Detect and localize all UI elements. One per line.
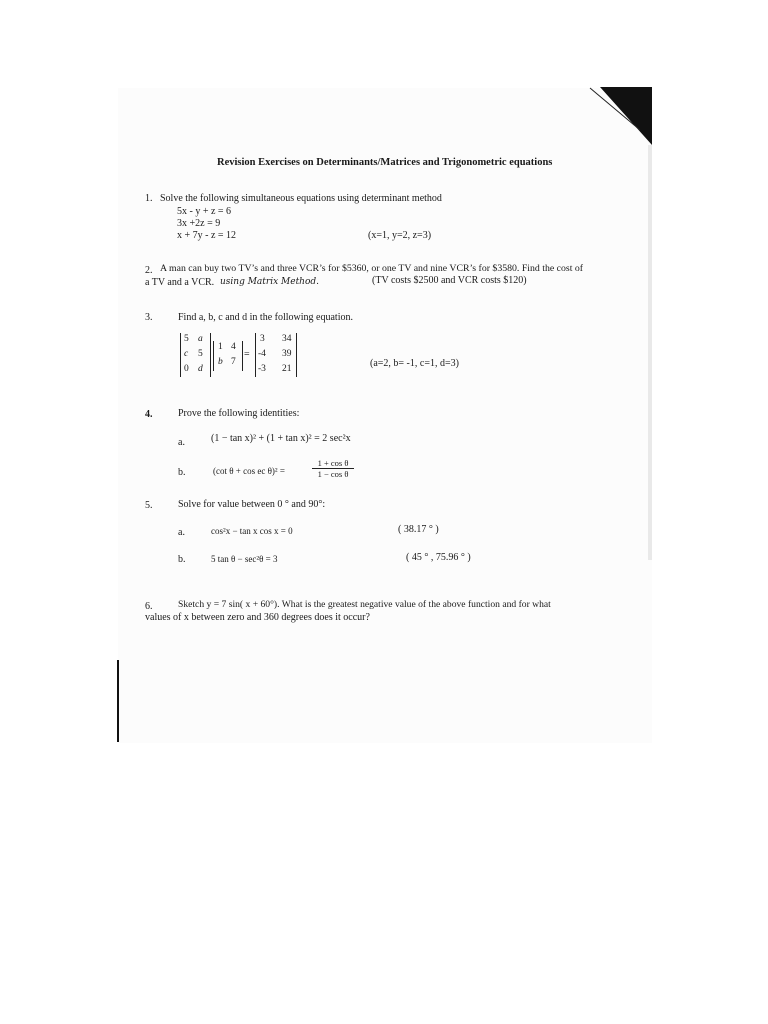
q3-m3-cell: 34 <box>282 334 292 344</box>
q3-m1-cell: 5 <box>184 334 189 344</box>
q3-text: Find a, b, c and d in the following equation. <box>178 312 353 323</box>
q2-answer: (TV costs $2500 and VCR costs $120) <box>372 275 527 286</box>
q4b-denominator: 1 − cos θ <box>317 469 349 479</box>
q4b-numerator: 1 + cos θ <box>317 458 349 468</box>
q1-equation-2: 3x +2z = 9 <box>177 218 221 229</box>
q2-handwritten-note: using Matrix Method. <box>220 277 320 287</box>
q3-m3-cell: 21 <box>282 364 292 374</box>
q4a-label: a. <box>178 437 185 448</box>
q5b-answer: ( 45 ° , 75.96 ° ) <box>406 552 471 563</box>
q4b-fraction <box>312 458 354 479</box>
q1-equation-1: 5x - y + z = 6 <box>177 206 232 217</box>
q3-m3-cell: -4 <box>258 349 266 359</box>
page-title: Revision Exercises on Determinants/Matrices and Trigonometric equations <box>217 157 553 168</box>
q3-m1-cell: 0 <box>184 364 189 374</box>
q3-answer: (a=2, b= -1, c=1, d=3) <box>370 358 459 369</box>
q4-number: 4. <box>145 409 153 420</box>
q5b-label: b. <box>178 554 186 565</box>
q1-text: Solve the following simultaneous equations using determinant method <box>160 193 442 204</box>
q6-line-1: Sketch y = 7 sin( x + 60°). What is the greatest negative value of the above function and for what <box>178 599 551 610</box>
q5-text: Solve for value between 0 ° and 90°: <box>178 499 326 510</box>
q1-equation-3: x + 7y - z = 12 <box>177 230 237 241</box>
q3-matrix-3 <box>255 333 297 377</box>
q3-m2-cell: 1 <box>218 342 223 352</box>
q1-answer: (x=1, y=2, z=3) <box>368 230 432 241</box>
q2-line-2: a TV and a VCR. <box>145 277 215 288</box>
q1-number: 1. <box>145 193 153 204</box>
q4b-lhs: (cot θ + cos ec θ)² = <box>213 466 285 476</box>
q3-m1-cell: a <box>198 334 203 344</box>
q5a-label: a. <box>178 527 185 538</box>
q4a-expression: (1 − tan x)² + (1 + tan x)² = 2 sec²x <box>211 433 351 444</box>
q3-m3-cell: 39 <box>282 349 292 359</box>
q3-m1-cell: c <box>184 349 189 359</box>
q5-number: 5. <box>145 500 153 511</box>
q3-m2-cell: 4 <box>231 342 236 352</box>
q3-equals: = <box>244 349 250 360</box>
q6-line-2: values of x between zero and 360 degrees does it occur? <box>145 612 370 623</box>
q3-m1-cell: 5 <box>198 349 203 359</box>
q3-m2-cell: 7 <box>231 357 236 367</box>
q3-m2-cell: b <box>218 357 223 367</box>
q6-number: 6. <box>145 601 153 612</box>
q3-number: 3. <box>145 312 153 323</box>
q3-m3-cell: 3 <box>260 334 265 344</box>
q3-m1-cell: d <box>198 364 203 374</box>
q5a-expression: cos²x − tan x cos x = 0 <box>211 526 293 536</box>
q2-line-1: A man can buy two TV’s and three VCR’s for $5360, or one TV and nine VCR’s for $3580. Find the cost of <box>160 263 584 274</box>
q2-number: 2. <box>145 265 153 276</box>
q3-matrix-1 <box>180 333 211 377</box>
q3-m3-cell: -3 <box>258 364 266 374</box>
q4-text: Prove the following identities: <box>178 408 300 419</box>
q4b-label: b. <box>178 467 186 478</box>
q5b-expression: 5 tan θ − sec²θ = 3 <box>211 554 278 564</box>
q5a-answer: ( 38.17 ° ) <box>398 524 439 535</box>
q3-matrix-2 <box>213 341 243 371</box>
